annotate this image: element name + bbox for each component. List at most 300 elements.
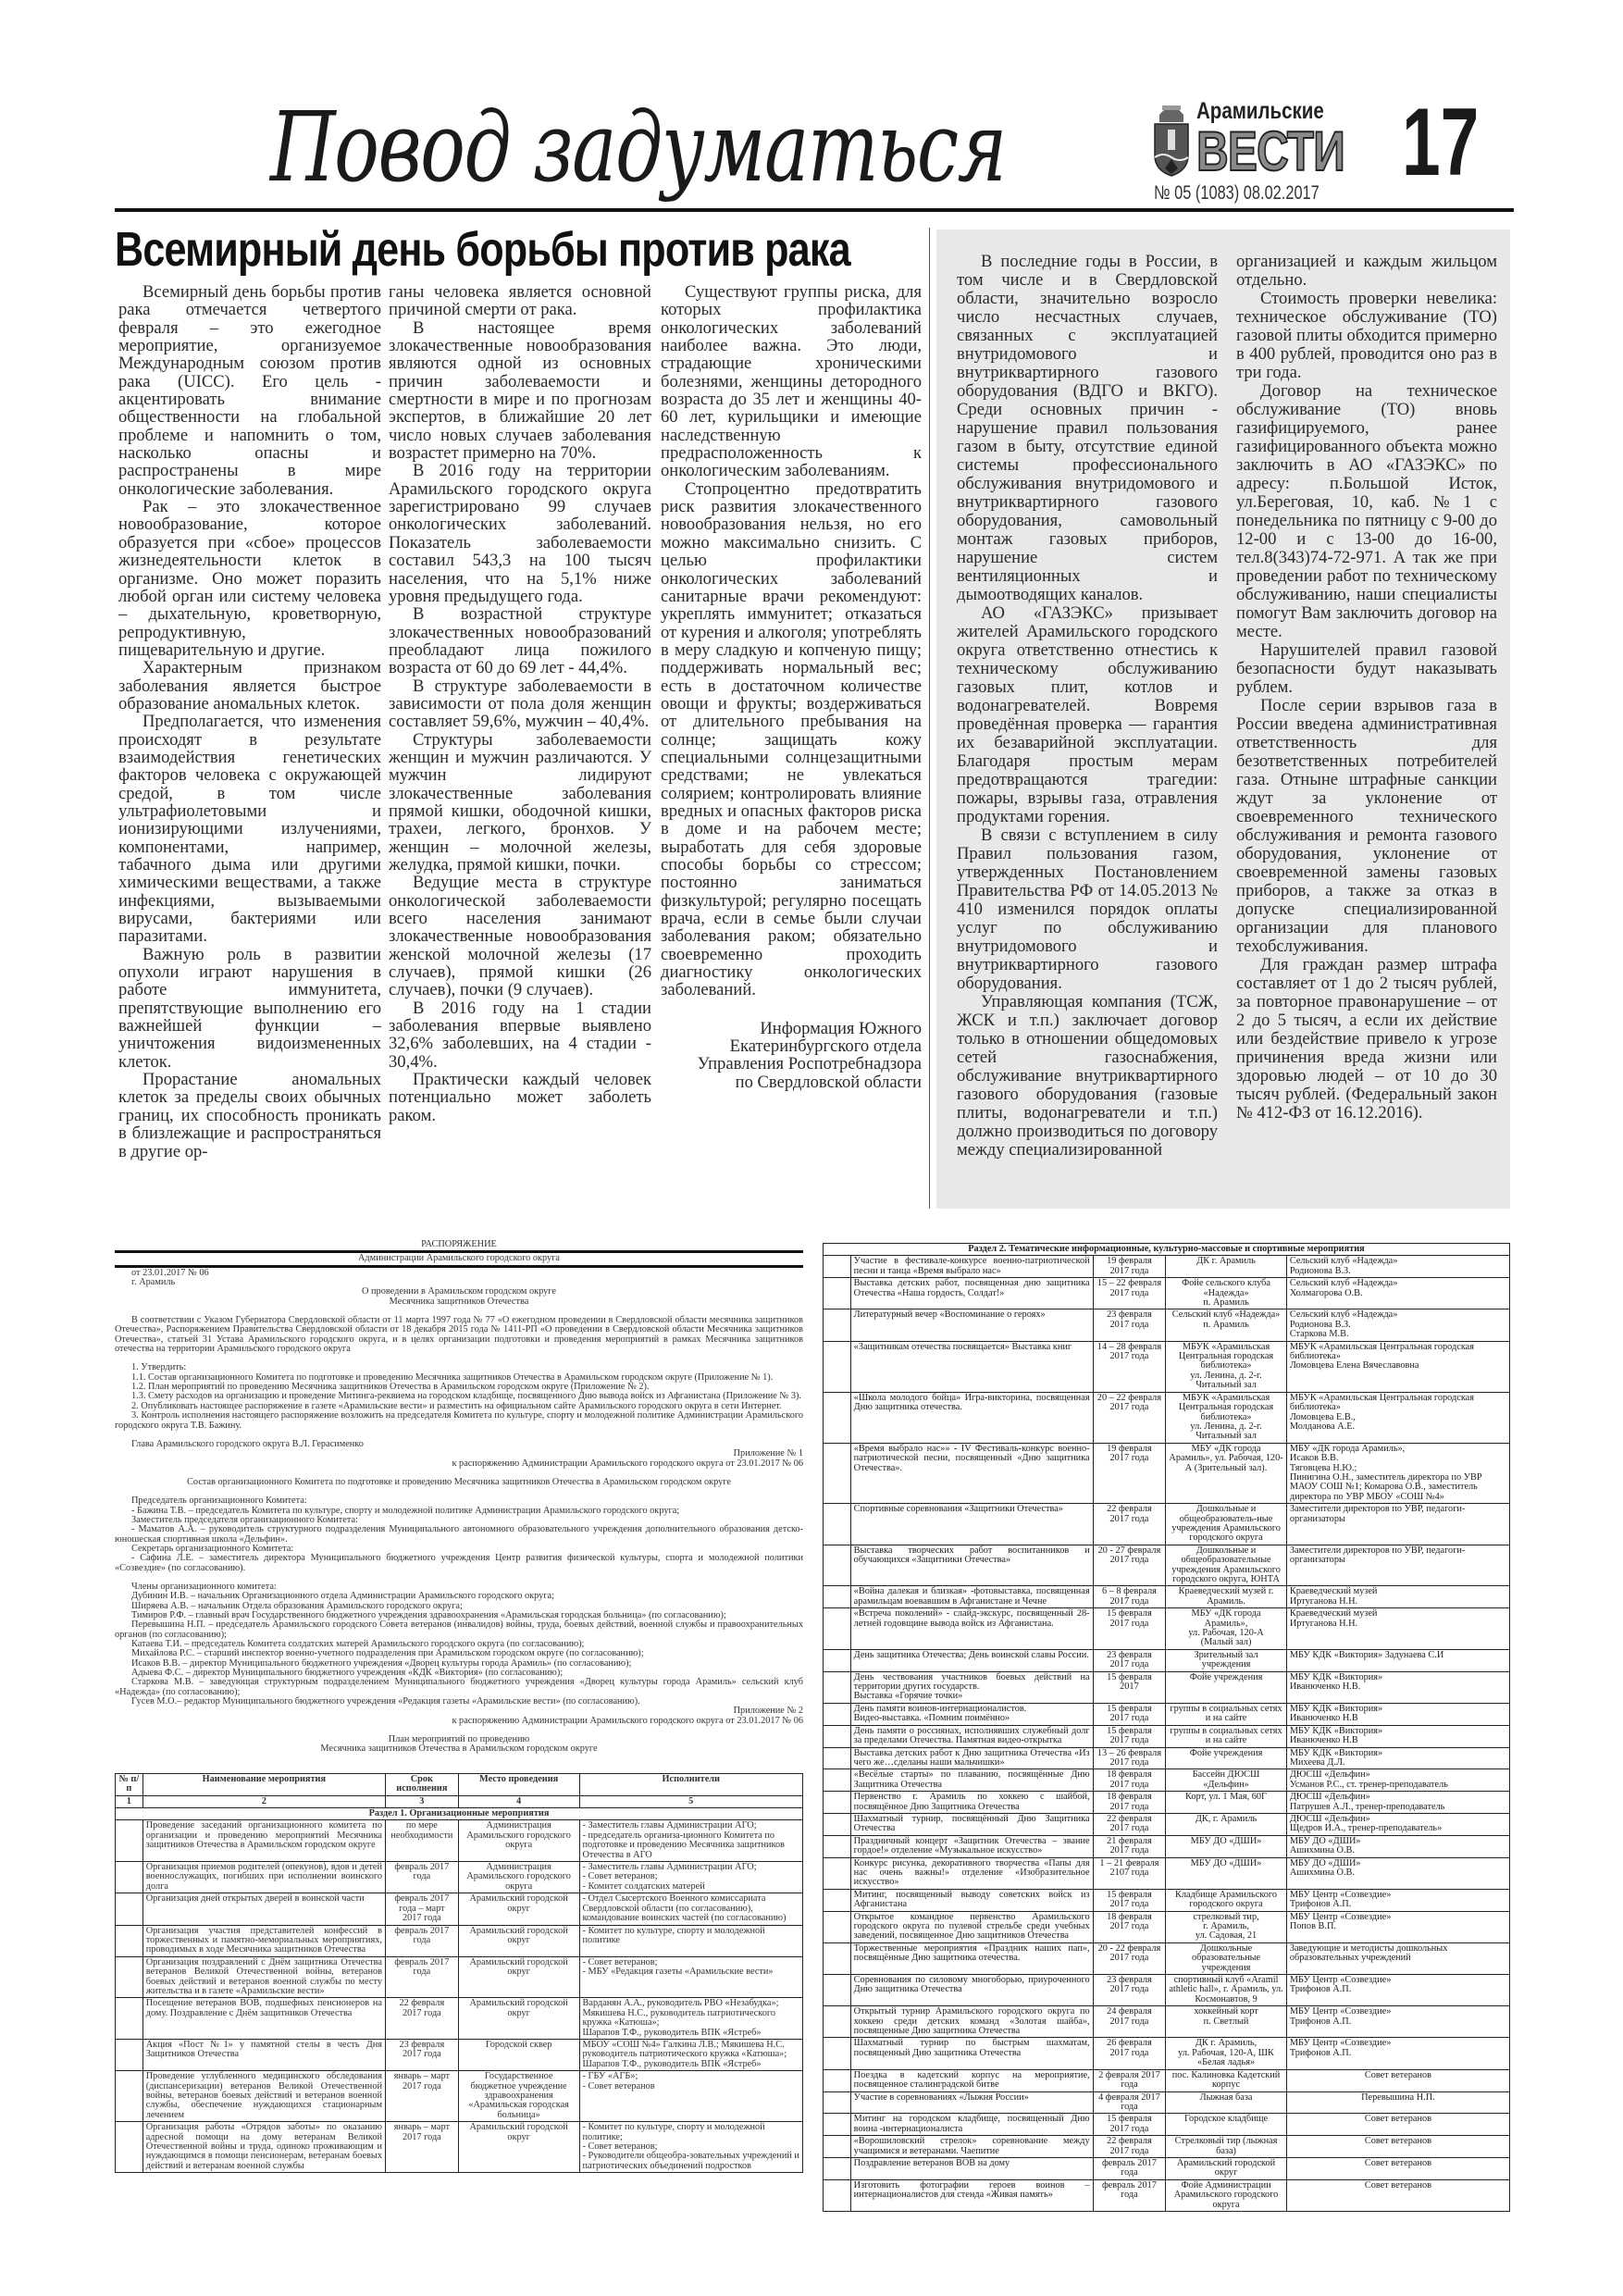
paragraph: Существуют группы риска, для которых профилактика онкологических заболеваний наиболее важна. Это люди, страдающие хроническими болезнями, женщины детородного возраста до 35 лет и женщины 40-60 лет, курильщики и имеющие наследственную предрасположенность к онкологическим заболеваниям. (661, 283, 922, 481)
row-number (824, 2006, 851, 2038)
event-place: Арамильский городской округ (1166, 2157, 1287, 2179)
table-row (824, 2114, 1510, 2136)
event-name: Выставка детских работ к Дню защитника Отечества «Из чего же…сделаны наши мальчишки» (850, 1747, 1093, 1769)
row-number (824, 1504, 851, 1545)
event-executors: Совет ветеранов (1286, 2136, 1509, 2158)
event-name: Организация участия представителей конфессий в торжественных и памятно-мемориальных мероприятиях, проводимых в ходе Месячника защитников Отечества (142, 1925, 385, 1956)
logo-top-text: Арамильские (1196, 98, 1324, 124)
event-place: Администрация Арамильского городского округа (458, 1820, 579, 1862)
event-date: 20 – 22 февраля 2017 года (1093, 1392, 1166, 1443)
article-column-2 (389, 283, 651, 1209)
event-executors: МБУ КДК «Виктория» Михеева Д.Л. (1286, 1747, 1509, 1769)
event-executors: Сельский клуб «Надежда» Родионова В.З. Старкова М.В. (1286, 1309, 1509, 1341)
event-date: 15 – 22 февраля 2017 года (1093, 1278, 1166, 1309)
event-name: Праздничный концерт «Защитник Отечества – звание гордое!» отделение «Музыкальное искусство» (850, 1835, 1093, 1857)
row-number (116, 1893, 143, 1925)
event-date: февраль 2017 года – март 2017 года (385, 1893, 458, 1925)
paragraph: Всемирный день борьбы против рака отмечается четвертого февраля – это ежегодное мероприятие, организуемое Международным союзом против рака (UICC). Его цель - акцентировать внимание общественности на глобальной проблеме и напомнить о том, насколько опасны и распространены в мире онкологические заболевания. (118, 283, 381, 499)
table-row (824, 1911, 1510, 1942)
paragraph: В настоящее время злокачественные новообразования являются одной из основных причин заболеваемости и смертности в мире и по прогнозам экспертов, в ближайшие 20 лет число новых случаев заболевания возрастет примерно на 70%. (389, 317, 651, 464)
event-name: Шахматный турнир по быстрым шахматам, посвященный Дню защитника Отечества (850, 2038, 1093, 2069)
column-divider (929, 228, 930, 1209)
event-place: МБУ «ДК города Арамиль», ул. Рабочая, 120-А (Зрительный зал). (1166, 1443, 1287, 1503)
row-number (116, 1925, 143, 1956)
event-date: 26 февраля 2017 года (1093, 2038, 1166, 2069)
event-date: январь – март 2017 года (385, 2122, 458, 2173)
event-executors: Совет ветеранов (1286, 2114, 1509, 2136)
event-place: Бассейн ДЮСШ «Дельфин» (1166, 1769, 1287, 1792)
event-executors: Совет ветеранов (1286, 2157, 1509, 2179)
table-row (824, 1769, 1510, 1792)
paragraph: Рак – это злокачественное новообразование, которое образуется при «сбое» процессов жизнедеятельности клеток в организме. Оно может поразить любой орган или систему человека – дыхательную, кроветворную, репродуктивную, пищеварительную и другие. (118, 497, 381, 660)
table-row (116, 2071, 803, 2122)
article-headline: Всемирный день борьбы против рака (115, 223, 850, 277)
committee-member: Катаева Т.И. – председатель Комитета солдатских матерей Арамильского городского округа (по согласованию); (131, 1639, 585, 1650)
event-executors: Перевышина Н.П. (1286, 2091, 1509, 2114)
decree-document (115, 1240, 803, 2173)
table-row (824, 1309, 1510, 1341)
row-number (824, 1341, 851, 1392)
event-date: 15 февраля 2017 года (1093, 1725, 1166, 1747)
row-number (824, 2157, 851, 2179)
column-header: Исполнители (579, 1773, 803, 1795)
decree-item: 1.2. План мероприятий по проведению Месячника защитников Отечества в Арамильском городском округе (Приложение № 2). (131, 1382, 650, 1393)
event-executors: МБУ КДК «Виктория» Иванюченко Н.В. (1286, 1671, 1509, 1703)
table-header-row (116, 1773, 803, 1795)
row-number (116, 2039, 143, 2070)
event-name: День защитника Отечества; День воинской славы России. (850, 1649, 1093, 1671)
event-place: стрелковый тир, г. Арамиль, ул. Садовая, 21 (1166, 1911, 1287, 1942)
paragraph: организацией и каждым жильцом отдельно. (1236, 253, 1497, 290)
event-name: «Школа молодого бойца» Игра-викторина, посвященная Дню защитника отечества. (850, 1392, 1093, 1443)
event-executors: Краеведческий музей Иртуганова Н.Н. (1286, 1608, 1509, 1650)
paragraph: Практически каждый человек потенциально может заболеть раком. (389, 1070, 651, 1125)
table-row (824, 1792, 1510, 1814)
table-row (116, 2122, 803, 2173)
event-executors: МБУ ДО «ДШИ» Ашихмина О.В. (1286, 1835, 1509, 1857)
row-number (824, 1857, 851, 1889)
event-date: 21 февраля 2017 года (1093, 1835, 1166, 1857)
committee-line: Секретарь организационного Комитета: (131, 1543, 294, 1554)
event-name: Организация работы «Отрядов заботы» по оказанию адресной помощи на дому ветеранам Великой Отечественной войны и труда, одиноко проживающим и нуждающимся в помощи пенсионерам, ветеранам боевых действий и ветеранам военной службы (142, 2122, 385, 2173)
event-place: ДК г. Арамиль, ул. Рабочая, 120-А, ШК «Белая ладья» (1166, 2038, 1287, 2069)
paragraph: Нарушителей правил газовой безопасности будут наказывать рублем. (1236, 640, 1497, 697)
row-number (824, 1649, 851, 1671)
row-number (116, 1820, 143, 1862)
column-header: № п/п (116, 1773, 143, 1795)
event-place: Сельский клуб «Надежда» п. Арамиль (1166, 1309, 1287, 1341)
committee-member: Дубинин И.В. – начальник Организационного отдела Администрации Арамильского городского округа; (131, 1591, 554, 1602)
row-number (824, 1889, 851, 1911)
event-executors: МБУ Центр «Созвездие» Трифонов А.П. (1286, 1975, 1509, 2006)
row-number (824, 1792, 851, 1814)
event-date: 18 февраля 2017 года (1093, 1792, 1166, 1814)
event-executors: МБУ ДО «ДШИ» Ашихмина О.В. (1286, 1857, 1509, 1889)
event-date: 23 февраля 2017 года (1093, 1975, 1166, 2006)
section-title: Повод задуматься (270, 91, 1006, 204)
paragraph: АО «ГАЗЭКС» призывает жителей Арамильского городского округа ответственно отнестись к техническому обслуживанию газовых плит, котлов и водонагревателей. Вовремя проведённая проверка — гарантия их безаварийной эксплуатации. Благодаря простым мерам предотвращаются трагедии: пожары, взрывы газа, отравления продуктами горения. (957, 603, 1218, 826)
event-date: 1 – 21 февраля 2107 года (1093, 1857, 1166, 1889)
event-executors: МБУ Центр «Созвездие» Трифонов А.П. (1286, 1889, 1509, 1911)
table-row (116, 1998, 803, 2040)
plan-table-section-2-wrapper (823, 1243, 1510, 2212)
section-header-row (824, 1244, 1510, 1256)
row-number (116, 1998, 143, 2040)
row-number (824, 2114, 851, 2136)
event-executors: Варданян А.А., руководитель РВО «Незабудка»; Мякишева Н.С., руководитель патриотического кружка «Катюша»; Шарапов Т.Ф., руководитель ВПК «Ястреб» (579, 1998, 803, 2040)
committee-member: Михайлова Р.С. – старший инспектор военно-учетного подразделения при Арамильском городском округе (по согласованию); (131, 1648, 644, 1659)
article-column-1 (118, 283, 381, 1209)
event-executors: - Заместитель главы Администрации АГО; - Совет ветеранов; - Комитет солдатских матерей (579, 1862, 803, 1893)
row-number (824, 1835, 851, 1857)
event-date: 2 февраля 2017 года (1093, 2069, 1166, 2091)
event-name: «Защитникам отечества посвящается» Выставка книг (850, 1341, 1093, 1392)
event-executors: Заведующие и методисты дошкольных образовательных учреждений (1286, 1942, 1509, 1974)
committee-line: - Маматов А.А. – руководитель структурного подразделения Муниципального автономного образовательного учреждения дополнительного образования детско-юношеская спортивная школа «Дельфин». (115, 1524, 803, 1545)
row-number (824, 1608, 851, 1650)
decree-rule (115, 1265, 803, 1268)
column-number: 4 (458, 1795, 579, 1807)
row-number (824, 2069, 851, 2091)
table-row (824, 2069, 1510, 2091)
column-number-row (116, 1795, 803, 1807)
event-name: Выставка творческих работ воспитанников и обучающихся «Защитники Отечества» (850, 1545, 1093, 1586)
event-date: 23 февраля 2017 года (1093, 1649, 1166, 1671)
paragraph: В возрастной структуре злокачественных новообразований преобладают лица пожилого возраста от 60 до 69 лет - 44,4%. (389, 604, 651, 678)
event-name: Участие в фестивале-конкурсе военно-патриотической песни и танца «Время выбрало нас» (850, 1256, 1093, 1278)
row-number (824, 2038, 851, 2069)
event-date: 22 февраля 2017 года (1093, 2136, 1166, 2158)
header-rule (115, 208, 1514, 212)
event-name: Спортивные соревнования «Защитники Отечества» (850, 1504, 1093, 1545)
committee-member: Тимиров Р.Ф. – главный врач Государственного бюджетного учреждения здравоохранения «Арамильская городская больница» (по согласованию); (131, 1610, 726, 1620)
decree-signed: Глава Арамильского городского округа В.Л. Герасименко (131, 1438, 364, 1449)
row-number (116, 2122, 143, 2173)
table-row (116, 1862, 803, 1893)
event-executors: МБУ Центр «Созвездие» Трифонов А.П. (1286, 2038, 1509, 2069)
event-executors: Сельский клуб «Надежда» Холмагорова О.В. (1286, 1278, 1509, 1309)
committee-member: Ширяева А.В. – начальник Отдела образования Арамильского городского округа; (131, 1600, 463, 1611)
gas-column-2 (1236, 253, 1497, 1197)
signature-line: Управления Роспотребнадзора (697, 1054, 922, 1074)
row-number (824, 1942, 851, 1974)
event-name: Открытый турнир Арамильского городского округа по хоккею среди детских команд «Золотая шайба», посвященные Дню защитника Отечества (850, 2006, 1093, 2038)
event-date: 20 - 22 февраля 2017 года (1093, 1942, 1166, 1974)
event-place: Лыжная база (1166, 2091, 1287, 2114)
event-place: Зрительный зал учреждения (1166, 1649, 1287, 1671)
row-number (824, 1747, 851, 1769)
table-row (116, 1893, 803, 1925)
event-name: Митинг на городском кладбище, посвященный Дню воина -интернационалиста (850, 2114, 1093, 2136)
committee-line: - Сафина Л.Е. – заместитель директора Муниципального бюджетного учреждения Центр развития физической культуры, спорта и молодежной политики «Созвездие» (по согласованию). (115, 1553, 803, 1573)
table-row (824, 1725, 1510, 1747)
event-executors: Заместители директоров по УВР, педагоги-организаторы (1286, 1545, 1509, 1586)
row-number (824, 1975, 851, 2006)
column-number: 1 (116, 1795, 143, 1807)
event-name: День памяти о россиянах, исполнявших служебный долг за пределами Отечества. Памятная видео-открытка (850, 1725, 1093, 1747)
event-name: Организация поздравлений с Днём защитника Отечества ветеранов Великой Отечественной войны, ветеранов боевых действий и ветеранов военной службы по месту жительства и в газете «Арамильские вести» (142, 1956, 385, 1998)
committee-title: Состав организационного Комитета по подготовке и проведению Месячника защитников Отечества в Арамильском городском округе (187, 1476, 731, 1487)
committee-member: Старкова М.В. – заведующая структурным подразделением Муниципального бюджетного учреждения «Дворец культуры города Арамиль» сельский клуб «Надежда» (по согласованию); (115, 1677, 803, 1697)
paragraph: В 2016 году на территории Арамильского городского округа зарегистрировано 99 случаев онкологических заболеваний. Показатель заболеваемости составил 543,3 на 100 тысяч населения, что на 5,1% ниже уровня предыдущего года. (389, 461, 651, 606)
event-place: Арамильский городской округ (458, 1893, 579, 1925)
event-executors: ДЮСШ «Дельфин» Патрушев А.Л., тренер-преподаватель (1286, 1792, 1509, 1814)
event-executors: - ГБУ «АГБ»; - Совет ветеранов (579, 2071, 803, 2122)
event-place: Дошкольные и общеобразователь-ные учреждения Арамильского городского округа (1166, 1504, 1287, 1545)
event-name: День чествования участников боевых действий на территории других государств. Выставка «Горячие точки» (850, 1671, 1093, 1703)
table-row (824, 1504, 1510, 1545)
table-row (824, 2006, 1510, 2038)
event-date: 15 февраля 2017 года (1093, 1703, 1166, 1725)
event-executors: МБУ Центр «Созвездие» Трифонов А.П. (1286, 2006, 1509, 2038)
event-place: пос. Калиновка Кадетский корпус (1166, 2069, 1287, 2091)
event-place: Арамильский городской округ (458, 1956, 579, 1998)
event-place: Фойе учреждения (1166, 1747, 1287, 1769)
event-name: Конкурс рисунка, декоративного творчества «Папы для нас очень важны!» отделение «Изобразительное искусство» (850, 1857, 1093, 1889)
event-date: 13 – 26 февраля 2017 года (1093, 1747, 1166, 1769)
event-name: «Война далекая и близкая» -фотовыставка, посвященная арамильцам воевавшим в Афганистане и Чечне (850, 1586, 1093, 1608)
event-name: «Встреча поколений» - слайд-экскурс, посвященный 28-летней годовщине вывода войск из Афганистана. (850, 1608, 1093, 1650)
event-date: январь – март 2017 года (385, 2071, 458, 2122)
committee-line: - Бажина Т.В. – председатель Комитета по культуре, спорту и молодежной политике Администрации Арамильского городского округа; (131, 1505, 680, 1516)
table-row (116, 2039, 803, 2070)
committee-member: Адыева Ф.С. – директор Муниципального бюджетного учреждения «КДК «Виктория» (по согласованию); (131, 1668, 564, 1679)
table-row (824, 1278, 1510, 1309)
event-place: Городской сквер (458, 2039, 579, 2070)
column-header: Место проведения (458, 1773, 579, 1795)
event-executors: - Заместитель главы Администрации АГО; - председатель организа-ционного Комитета по подготовке и проведению Месячника защитников Отечества в АГО (579, 1820, 803, 1862)
table-row (824, 1586, 1510, 1608)
event-place: ДК, г. Арамиль (1166, 1813, 1287, 1835)
table-row (824, 2091, 1510, 2114)
event-name: Организация приемов родителей (опекунов), вдов и детей военнослужащих, погибших при исполнении воинского долга (142, 1862, 385, 1893)
table-row (824, 1256, 1510, 1278)
row-number (824, 1256, 851, 1278)
row-number (824, 1725, 851, 1747)
event-place: Дошкольные образовательные учреждения (1166, 1942, 1287, 1974)
gas-column-1 (957, 253, 1218, 1197)
paragraph: ганы человека является основной причиной смерти от рака. (389, 283, 651, 320)
committee-member: Перевышина Н.П. – председатель Арамильского городского Совета ветеранов (инвалидов) войны, труда, боевых действий, военной службы и правоохранительных органов (по согласованию); (115, 1620, 803, 1640)
event-name: «Время выбрало нас»» - IV Фестиваль-конкурс военно-патриотической песни, посвященный «Дню защитника Отечества». (850, 1443, 1093, 1503)
decree-item: 1.3. Смету расходов на организацию и проведение Митинга-реквиема на городском кладбище, посвященного Дню вывода войск из Афганистана (Приложение № 3). (131, 1391, 801, 1402)
event-place: Дошкольные и общеобразовательные учреждения Арамильского городского округа, ЮНТА (1166, 1545, 1287, 1586)
event-executors: МБОУ «СОШ №4» Галкина Л.В.; Мякишева Н.С. руководитель патриотического кружка «Катюша»; Шарапов Т.Ф., руководитель ВПК «Ястреб» (579, 2039, 803, 2070)
plan-title: План мероприятий по проведению (388, 1734, 530, 1745)
row-number (824, 2091, 851, 2114)
event-place: Администрация Арамильского городского округа (458, 1862, 579, 1893)
event-name: Акция «Пост №1» у памятной стелы в честь Дня Защитников Отечества (142, 2039, 385, 2070)
table-row (824, 1545, 1510, 1586)
paragraph: Структуры заболеваемости женщин и мужчин различаются. У мужчин лидируют злокачественные заболевания прямой кишки, ободочной кишки, трахеи, легкого, бронхов. У женщин – молочной железы, желудка, прямой кишки, почки. (389, 729, 651, 875)
table-row (824, 1392, 1510, 1443)
event-executors: МБУ «ДК города Арамиль», Исаков В.В. Тяговцева Н.Ю.; Пинигина О.Н., заместитель директора по УВР МАОУ СОШ №1; Комарова О.В., заместитель директора по УВР МБОУ «СОШ №4» (1286, 1443, 1509, 1503)
event-place: Краеведческий музей г. Арамиль. (1166, 1586, 1287, 1608)
table-row (824, 2038, 1510, 2069)
column-header: Наименование мероприятия (142, 1773, 385, 1795)
event-date: по мере необходимости (385, 1820, 458, 1862)
event-date: февраль 2017 года (1093, 2157, 1166, 2179)
plan-table-section-2 (823, 1243, 1510, 2212)
column-number: 3 (385, 1795, 458, 1807)
row-number (824, 1586, 851, 1608)
event-date: 19 февраля 2017 года (1093, 1443, 1166, 1503)
table-row (824, 1889, 1510, 1911)
decree-type: РАСПОРЯЖЕНИЕ (421, 1239, 497, 1249)
event-place: Фойе сельского клуба «Надежда» п. Арамиль (1166, 1278, 1287, 1309)
appendix-label: Приложение № 1 (733, 1448, 803, 1459)
newspaper-logo (1152, 100, 1383, 180)
event-place: Фойе Администрации Арамильского городского округа (1166, 2179, 1287, 2211)
signature-line: Информация Южного (760, 1018, 922, 1038)
paragraph: Важную роль в развитии опухоли играют нарушения в работе иммунитета, препятствующие выполнению его важнейшей функции – уничтожения видоизмененных клеток. (118, 944, 381, 1072)
paragraph: Стопроцентно предотвратить риск развития злокачественного новообразования нельзя, но его можно максимально снизить. С целью профилактики онкологических заболеваний санитарные врачи рекомендуют: укреплять иммунитет; отказаться от курения и алкоголя; употреблять в меру сладкую и копченую пищу; поддерживать нормальный вес; есть в достаточном количестве овощи и фрукты; воздерживаться от длительного пребывания на солнце; защищать кожу специальными солнцезащитными средствами; не увлекаться солярием; контролировать влияние вредных и опасных факторов риска в доме и на рабочем месте; выработать для себя здоровые способы борьбы со стрессом; постоянно заниматься физкультурой; регулярно посещать врача, если в семье были случаи заболевания раком; обязательно своевременно проходить диагностику онкологических заболеваний. (661, 478, 922, 1000)
table-row (824, 2179, 1510, 2211)
event-executors: Заместители директоров по УВР, педагоги-организаторы (1286, 1504, 1509, 1545)
row-number (824, 1703, 851, 1725)
plan-title: Месячника защитников Отечества в Арамильском городском округе (320, 1744, 598, 1755)
row-number (824, 1813, 851, 1835)
event-place: ДК г. Арамиль (1166, 1256, 1287, 1278)
event-place: Кладбище Арамильского городского округа (1166, 1889, 1287, 1911)
table-row (116, 1925, 803, 1956)
row-number (824, 1769, 851, 1792)
event-name: Изготовить фотографии героев воинов –интернационалистов для стенда «Живая память» (850, 2179, 1093, 2211)
decree-issuer: Администрации Арамильского городского округа (358, 1253, 560, 1264)
paragraph: Договор на техническое обслуживание (ТО) вновь газифицируемого, ранее газифицированного объекта можно заключить в АО «ГАЗЭКС» по адресу: п.Большой Исток, ул.Береговая, 10, каб.№1 с понедельника по пятницу с 9-00 до 12-00 и с 13-00 до 16-00, тел.8(343)74-72-971. А так же при проведении работ по техническому обслуживанию, наши специалисты помогут Вам заключить договор на месте. (1236, 381, 1497, 641)
row-number (824, 1309, 851, 1341)
event-date: 15 февраля 2017 года (1093, 1889, 1166, 1911)
issue-info: № 05 (1083) 08.02.2017 (1154, 182, 1319, 204)
event-executors: Сельский клуб «Надежда» Родионова В.З. (1286, 1256, 1509, 1278)
table-row (824, 1857, 1510, 1889)
row-number (824, 1545, 851, 1586)
event-date: 15 февраля 2017 года (1093, 1608, 1166, 1650)
paragraph: Ведущие места в структуре онкологической заболеваемости всего населения занимают злокачественные новообразования женской молочной железы (17 случаев), прямой кишки (26 случаев), почки (9 случаев). (389, 873, 651, 1000)
event-date: февраль 2017 года (385, 1862, 458, 1893)
section-title: Раздел 2. Тематические информационные, культурно-массовые и спортивные мероприятия (824, 1244, 1510, 1256)
table-row (824, 1703, 1510, 1725)
event-name: Первенство г. Арамиль по хоккею с шайбой, посвящённое Дню Защитника Отечества (850, 1792, 1093, 1814)
table-row (824, 1341, 1510, 1392)
table-row (824, 2157, 1510, 2179)
event-executors: - Отдел Сысертского Военного комиссариата Свердловской области (по согласованию), командование воинских частей (по согласованию) (579, 1893, 803, 1925)
signature-line: по Свердловской области (735, 1072, 922, 1092)
paragraph: Стоимость проверки невелика: техническое обслуживание (ТО) газовой плиты обходится примерно в 400 рублей, проводится оно раз в три года. (1236, 289, 1497, 382)
event-name: Проведение заседаний организационного комитета по организации и проведению мероприятий Месячника защитников Отечества в Арамильском городском округе (142, 1820, 385, 1862)
decree-date: от 23.01.2017 № 06 (131, 1267, 209, 1278)
table-row (824, 1975, 1510, 2006)
table-row (824, 1649, 1510, 1671)
row-number (824, 2179, 851, 2211)
event-date: 20 - 27 февраля 2017 года (1093, 1545, 1166, 1586)
decree-item: 1.1. Состав организационного Комитета по подготовке и проведению Месячника защитников Отечества в Арамильском городском округе (Приложение № 1). (131, 1371, 774, 1383)
event-name: Поездка в кадетский корпус на мероприятие, посвященное сталинградской битве (850, 2069, 1093, 2091)
event-executors: ДЮСШ «Дельфин» Усманов Р.С., ст. тренер-преподаватель (1286, 1769, 1509, 1792)
table-row (824, 1835, 1510, 1857)
event-executors: МБУ Центр «Созвездие» Попов В.П. (1286, 1911, 1509, 1942)
signature-line: Екатеринбургского отдела (729, 1036, 922, 1057)
event-place: МБУ ДО «ДШИ» (1166, 1857, 1287, 1889)
event-place: Стрелковый тир (лыжная база) (1166, 2136, 1287, 2158)
paragraph: В связи с вступлением в силу Правил пользования газом, утвержденных Постановлением Правительства РФ от 14.05.2013 № 410 изменился порядок оплаты услуг по обслуживанию внутридомового и внутриквартирного газового оборудования. (957, 825, 1218, 993)
event-executors: Совет ветеранов (1286, 2179, 1509, 2211)
table-row (824, 1671, 1510, 1703)
decree-item: 2. Опубликовать настоящее распоряжение в газете «Арамильские вести» и разместить на официальном сайте Арамильского городского округа в сети Интернет. (131, 1400, 782, 1411)
event-executors: - Совет ветеранов; - МБУ «Редакция газеты «Арамильские вести» (579, 1956, 803, 1998)
column-number: 5 (579, 1795, 803, 1807)
event-executors: МБУ КДК «Виктория» Задунаева С.И (1286, 1649, 1509, 1671)
decree-title: Месячника защитников Отечества (389, 1296, 529, 1307)
decree-title: О проведении в Арамильском городском округе (362, 1286, 556, 1297)
event-name: Участие в соревнованиях «Лыжня России» (850, 2091, 1093, 2114)
row-number (824, 1443, 851, 1503)
event-executors: Краеведческий музей Иртуганова Н.Н. (1286, 1586, 1509, 1608)
article-column-3 (661, 283, 922, 1209)
row-number (824, 1911, 851, 1942)
appendix-ref: к распоряжению Администрации Арамильского городского округа от 23.01.2017 № 06 (452, 1458, 803, 1469)
decree-preamble: В соответствии с Указом Губернатора Свердловской области от 11 марта 1997 года № 77 «О ежегодном проведении в Свердловской области месячника защитников Отечества», Распоряжением Правительства Свердловской области от 18 декабря 2015 года № 1411-РП «О проведении в Свердловской области Месячника защитников Отечества», статьей 31 Устава Арамильского городского округа, и в целях организации подготовки и проведения мероприятий в рамках Месячника защитников отечества на территории Арамильского городского округа (115, 1315, 803, 1355)
paragraph: Предполагается, что изменения происходят в результате взаимодействия генетических факторов человека с окружающей средой, в том числе ультрафиолетовыми и ионизирующими излучениями, компонентами, например, табачного дыма или другими химическими веществами, а также инфекциями, вызываемыми вирусами, бактериями или паразитами. (118, 712, 381, 947)
paragraph: В 2016 году на 1 стадии заболевания впервые выявлено 32,6% заболевших, на 4 стадии - 30,4%. (389, 998, 651, 1072)
event-place: Городское кладбище (1166, 2114, 1287, 2136)
event-place: МБУК «Арамильская Центральная городская библиотека» ул. Ленина, д. 2-г. Читальный зал (1166, 1392, 1287, 1443)
table-row (824, 1747, 1510, 1769)
event-name: Поздравление ветеранов ВОВ на дому (850, 2157, 1093, 2179)
event-date: 15 февраля 2017 (1093, 1671, 1166, 1703)
committee-member: Гусев М.О.– редактор Муниципального бюджетного учреждения «Редакция газеты «Арамильские вести» (по согласованию). (131, 1696, 640, 1707)
event-date: 6 – 8 февраля 2017 года (1093, 1586, 1166, 1608)
event-name: Открытое командное первенство Арамильского городского округа по пулевой стрельбе среди учебных заведений, посвященное Дню защитников Отечества (850, 1911, 1093, 1942)
table-row (116, 1956, 803, 1998)
event-place: Арамильский городской округ (458, 2122, 579, 2173)
section-title: Раздел 1. Организационные мероприятия (116, 1808, 803, 1820)
event-executors: Совет ветеранов (1286, 2069, 1509, 2091)
column-number: 2 (142, 1795, 385, 1807)
paragraph: Для граждан размер штрафа составляет от 1 до 2 тысяч рублей, за повторное правонарушение – от 2 до 5 тысяч, а если их действие или бездействие привело к угрозе причинения вреда жизни или здоровью людей – от 10 до 30 тысяч рублей. (Федеральный закон № 412-ФЗ от 16.12.2016). (1236, 955, 1497, 1123)
event-date: 14 – 28 февраля 2017 года (1093, 1341, 1166, 1392)
event-place: группы в социальных сетях и на сайте (1166, 1725, 1287, 1747)
event-date: 18 февраля 2017 года (1093, 1911, 1166, 1942)
section-header-row (116, 1808, 803, 1820)
event-place: спортивный клуб «Aramil athletic hall», г. Арамиль, ул. Космонавтов, 9 (1166, 1975, 1287, 2006)
page-number: 17 (1402, 89, 1480, 196)
row-number (824, 1671, 851, 1703)
paragraph: В структуре заболеваемости в зависимости от пола доля женщин составляет 59,6%, мужчин – 40,4%. (389, 676, 651, 732)
event-executors: ДЮСШ «Дельфин» Щедров И.А., тренер-преподаватель» (1286, 1813, 1509, 1835)
row-number (824, 1392, 851, 1443)
event-executors: МБУ КДК «Виктория» Иванюченко Н.В (1286, 1725, 1509, 1747)
coat-of-arms-icon (1152, 100, 1191, 178)
paragraph: Прорастание аномальных клеток за пределы своих обычных границ, их способность проникать в близлежащие и распространяться в другие ор- (118, 1070, 381, 1161)
event-executors: МБУ КДК «Виктория» Иванюченко Н.В (1286, 1703, 1509, 1725)
row-number (116, 1862, 143, 1893)
decree-item: 1. Утвердить: (131, 1362, 187, 1373)
event-place: МБУК «Арамильская Центральная городская библиотека» ул. Ленина, д. 2-г. Читальный зал (1166, 1341, 1287, 1392)
row-number (116, 2071, 143, 2122)
column-header: Срок исполнения (385, 1773, 458, 1795)
paragraph: Характерным признаком заболевания является быстрое образование аномальных клеток. (118, 658, 381, 714)
event-date: 22 февраля 2017 года (385, 1998, 458, 2040)
row-number (824, 2136, 851, 2158)
row-number (824, 1278, 851, 1309)
committee-member: Исаков В.В. – директор Муниципального бюджетного учреждения «Дворец культуры города Арамиль» (по согласованию); (131, 1657, 632, 1669)
event-executors: МБУК «Арамильская Центральная городская библиотека» Ломовцева Е.В., Молданова А.Е. (1286, 1392, 1509, 1443)
event-name: Проведение углубленного медицинского обследования (диспансеризации) ветеранов Великой Отечественной войны, ветеранов боевых действий и ветеранов военной службы, обеспечение нуждающихся стационарным лечением (142, 2071, 385, 2122)
table-row (824, 2136, 1510, 2158)
event-date: 24 февраля 2017 года (1093, 2006, 1166, 2038)
event-place: Арамильский городской округ (458, 1998, 579, 2040)
